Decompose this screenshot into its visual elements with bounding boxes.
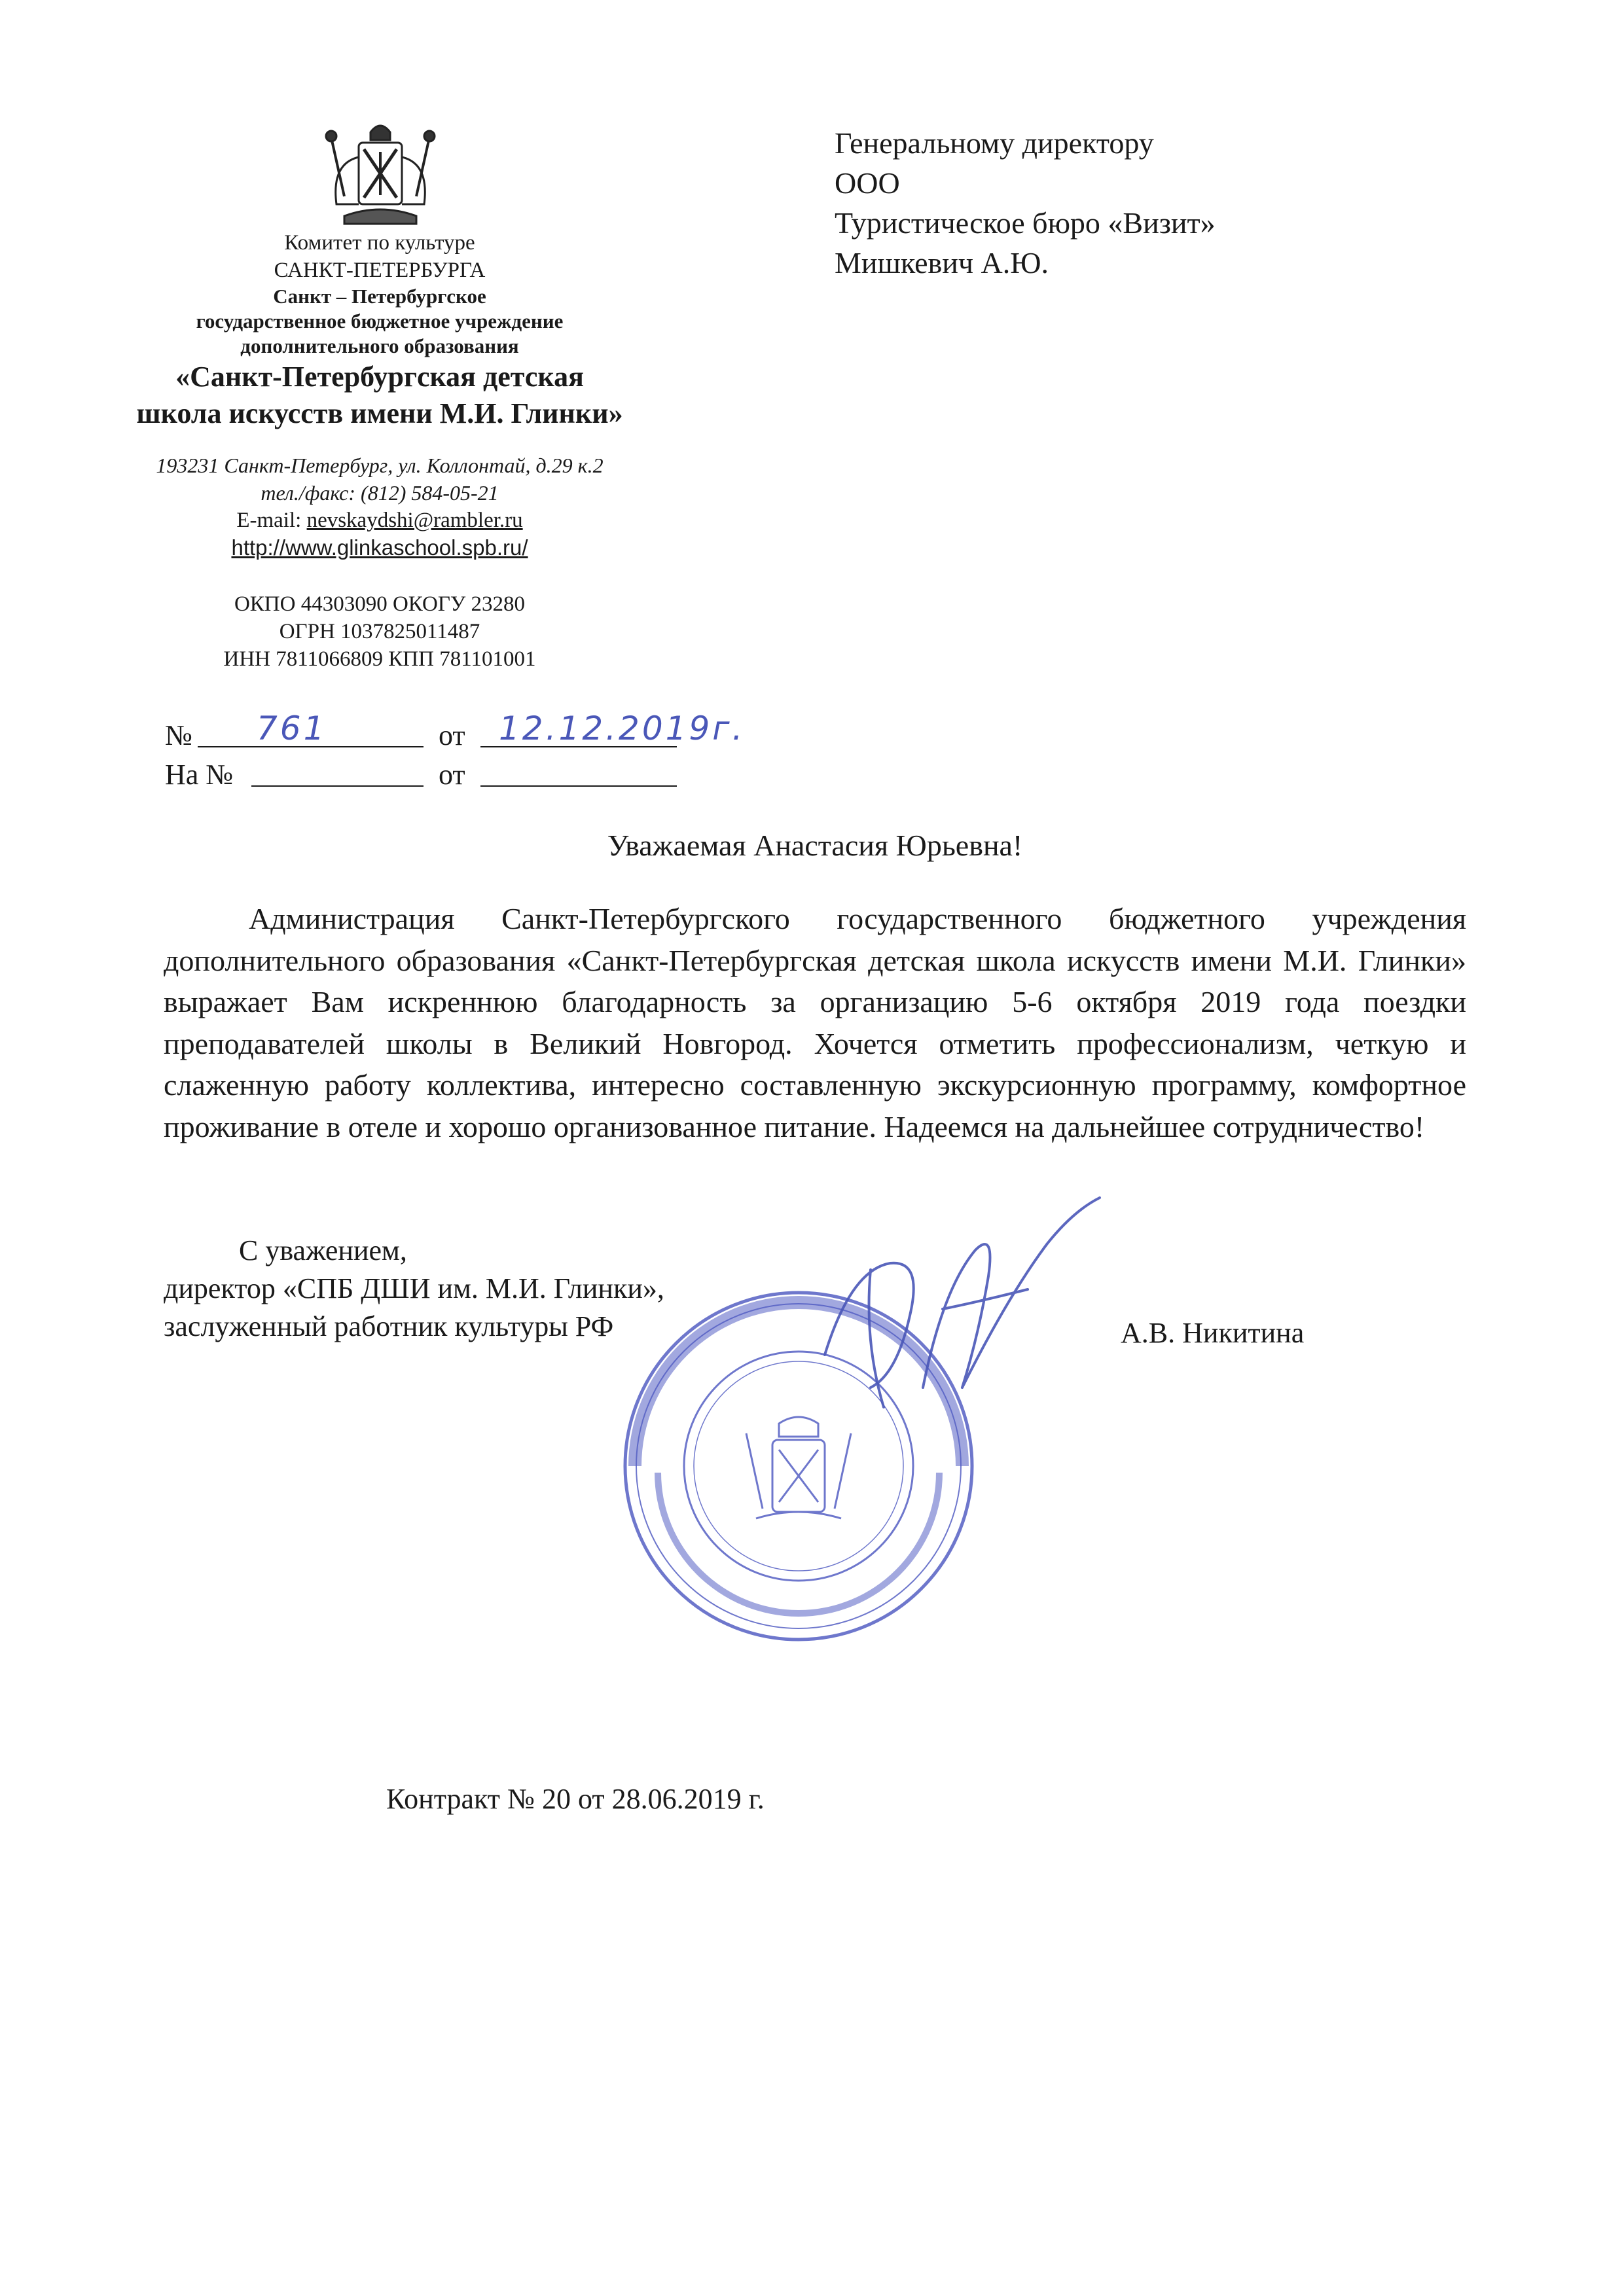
contract-reference: Контракт № 20 от 28.06.2019 г. (386, 1783, 765, 1815)
handwritten-signature (812, 1191, 1113, 1420)
addressee-line4: Мишкевич А.Ю. (835, 246, 1049, 279)
inn-kpp: ИНН 7811066809 КПП 781101001 (223, 647, 536, 671)
reply-number-row (165, 753, 754, 792)
outgoing-number-label: № (165, 719, 192, 751)
addressee-line1: Генеральному директору (835, 126, 1154, 160)
salutation: Уважаемая Анастасия Юрьевна! (607, 829, 1023, 862)
outgoing-number-value: 761 (257, 709, 327, 747)
closing-regards: С уважением, (239, 1234, 407, 1266)
registration-codes (98, 590, 661, 673)
org-line2: государственное бюджетное учреждение (196, 310, 564, 332)
reply-number-line (251, 753, 424, 787)
addressee-line2: ООО (835, 166, 900, 200)
outgoing-number-row (165, 709, 754, 753)
phone: тел./факс: (812) 584-05-21 (261, 481, 499, 505)
letter-body: Администрация Санкт-Петербургского государственного бюджетного учреждения дополнительного образования «Санкт-Петербургская детская школа искусств имени М.И. Глинки» выражает Вам искреннюю благодарность за организацию 5-6 октября 2019 года поездки преподавателей школы в Великий Новгород. Хочется отметить профессионализм, четкую и слаженную работу коллектива, интересно составленную экскурсионную программу, комфортное проживание в отеле и хорошо организованное питание. Надеемся на дальнейшее сотрудничество! (164, 902, 1466, 1143)
letterhead (98, 229, 661, 673)
school-name-line2: школа искусств имени М.И. Глинки» (136, 397, 623, 429)
signer-name: А.В. Никитина (1121, 1317, 1305, 1349)
outgoing-date-label: от (439, 719, 465, 751)
reply-date-line (480, 753, 677, 787)
coat-of-arms-icon (318, 118, 442, 229)
okpo-okogu: ОКПО 44303090 ОКОГУ 23280 (234, 592, 526, 616)
document-number-block (165, 709, 754, 792)
email-line (98, 507, 661, 534)
addressee-line3: Туристическое бюро «Визит» (835, 206, 1216, 240)
org-line1: Санкт – Петербургское (273, 285, 486, 308)
reply-number-label: На № (165, 759, 234, 791)
closing-position: директор «СПБ ДШИ им. М.И. Глинки», (164, 1272, 664, 1304)
school-name-line1: «Санкт-Петербургская детская (175, 361, 584, 393)
reply-date-label: от (439, 759, 465, 791)
ogrn: ОГРН 1037825011487 (279, 620, 480, 643)
outgoing-date-value: 12.12.2019г. (499, 709, 746, 747)
closing-title: заслуженный работник культуры РФ (164, 1310, 614, 1342)
email-link[interactable]: nevskaydshi@rambler.ru (306, 509, 523, 532)
committee-line1: Комитет по культуре (284, 231, 475, 255)
email-label: E-mail: (236, 509, 307, 532)
contact-block (98, 452, 661, 562)
addressee-block (835, 123, 1555, 283)
committee-line2: САНКТ-ПЕТЕРБУРГА (274, 259, 486, 282)
website-link[interactable]: http://www.glinkaschool.spb.ru/ (231, 535, 528, 560)
org-line3: дополнительного образования (240, 334, 519, 357)
address: 193231 Санкт-Петербург, ул. Коллонтай, д.29 к.2 (156, 454, 604, 477)
